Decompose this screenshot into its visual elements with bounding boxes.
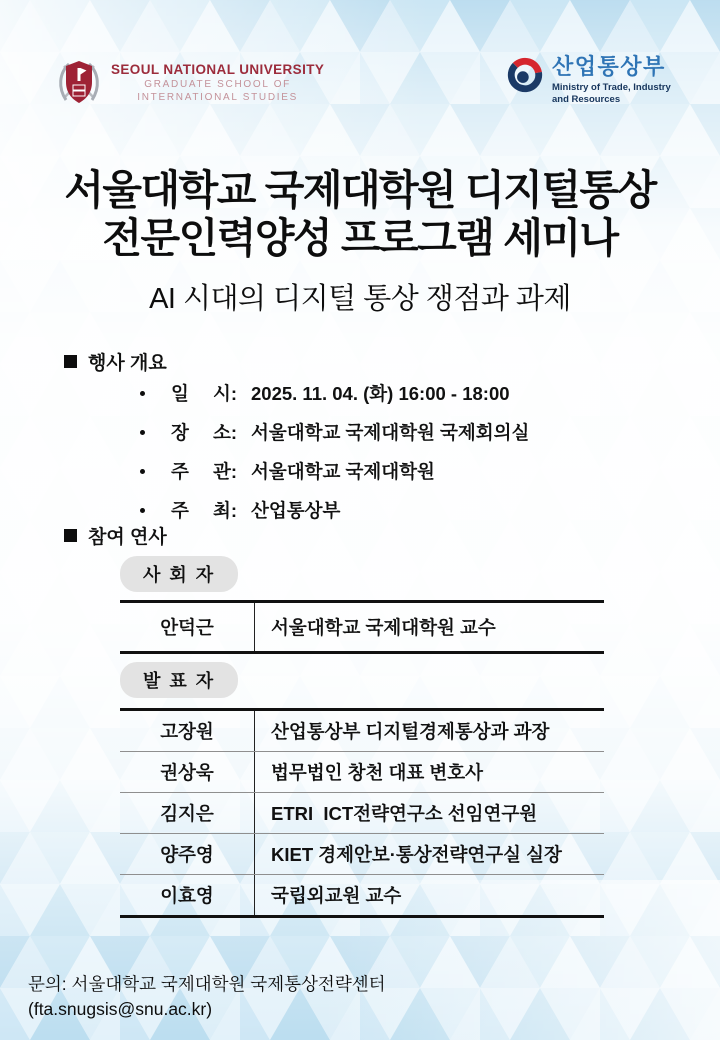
snu-crest-icon (56, 56, 102, 108)
speakers-section-heading (64, 522, 167, 549)
overview-value-organizer: 서울대학교 국제대학원 (251, 461, 435, 482)
presenter-name: 이효영 (160, 885, 214, 906)
overview-items (140, 380, 529, 536)
contact-email: (fta.snugsis@snu.ac.kr) (28, 998, 213, 1019)
motie-logo (506, 56, 671, 107)
presenter-badge: 발 표 자 (120, 662, 238, 698)
snu-name: SEOUL NATIONAL UNIVERSITY (111, 61, 325, 77)
poster-title (0, 166, 720, 263)
table-row (120, 751, 604, 792)
overview-item-host: 주 최: 산업통상부 (140, 497, 529, 523)
bullet-icon (140, 508, 145, 513)
moderator-badge: 사 회 자 (120, 556, 238, 592)
bullet-icon (140, 469, 145, 474)
overview-value-venue: 서울대학교 국제대학원 국제회의실 (251, 422, 530, 443)
overview-value-datetime: 2025. 11. 04. (화) 16:00 - 18:00 (251, 383, 510, 404)
presenter-title: 법무법인 창천 대표 변호사 (254, 752, 604, 792)
section-marker-icon (64, 355, 77, 368)
poster-subtitle: AI 시대의 디지털 통상 쟁점과 과제 (149, 283, 571, 315)
contact-info (28, 972, 386, 1021)
table-row (120, 833, 604, 874)
contact-line: 문의: 서울대학교 국제대학원 국제통상전략센터 (28, 974, 386, 994)
overview-section-heading (64, 348, 167, 375)
presenter-title: 산업통상부 디지털경제통상과 과장 (254, 711, 604, 751)
presenter-title: 국립외교원 교수 (254, 875, 604, 915)
poster-title-line1: 서울대학교 국제대학원 디지털통상 (64, 167, 656, 213)
presenters-table (120, 708, 604, 918)
snu-school-line1: GRADUATE SCHOOL OF (144, 78, 291, 90)
snu-gsis-logo (56, 56, 324, 108)
presenter-name: 양주영 (160, 844, 214, 865)
table-row (120, 711, 604, 751)
moderator-table (120, 600, 604, 654)
overview-heading-text: 행사 개요 (88, 353, 167, 374)
motie-name-en-line1: Ministry of Trade, Industry (552, 82, 671, 93)
motie-name-ko: 산업통상부 (552, 54, 666, 79)
motie-name-en-line2: and Resources (552, 94, 621, 106)
overview-item-organizer: 주 관: 서울대학교 국제대학원 (140, 458, 529, 484)
presenter-title: ETRI ICT전략연구소 선임연구원 (254, 793, 604, 833)
table-row (120, 874, 604, 915)
snu-school-line2: INTERNATIONAL STUDIES (137, 91, 298, 103)
bullet-icon (140, 391, 145, 396)
moderator-name: 안덕근 (160, 617, 214, 638)
section-marker-icon (64, 529, 77, 542)
overview-item-datetime: 일 시: 2025. 11. 04. (화) 16:00 - 18:00 (140, 380, 529, 406)
overview-value-host: 산업통상부 (251, 500, 341, 521)
bullet-icon (140, 430, 145, 435)
presenter-name: 김지은 (160, 803, 214, 824)
table-row (120, 792, 604, 833)
table-row (120, 603, 604, 651)
motie-symbol-icon (506, 56, 544, 94)
overview-item-venue: 장 소: 서울대학교 국제대학원 국제회의실 (140, 419, 529, 445)
speakers-heading-text: 참여 연사 (88, 527, 167, 548)
poster-title-line2: 전문인력양성 프로그램 세미나 (102, 215, 618, 262)
moderator-title: 서울대학교 국제대학원 교수 (254, 603, 604, 651)
presenter-name: 고장원 (160, 721, 214, 742)
presenter-name: 권상욱 (160, 762, 214, 783)
presenter-title: KIET 경제안보·통상전략연구실 실장 (254, 834, 604, 874)
